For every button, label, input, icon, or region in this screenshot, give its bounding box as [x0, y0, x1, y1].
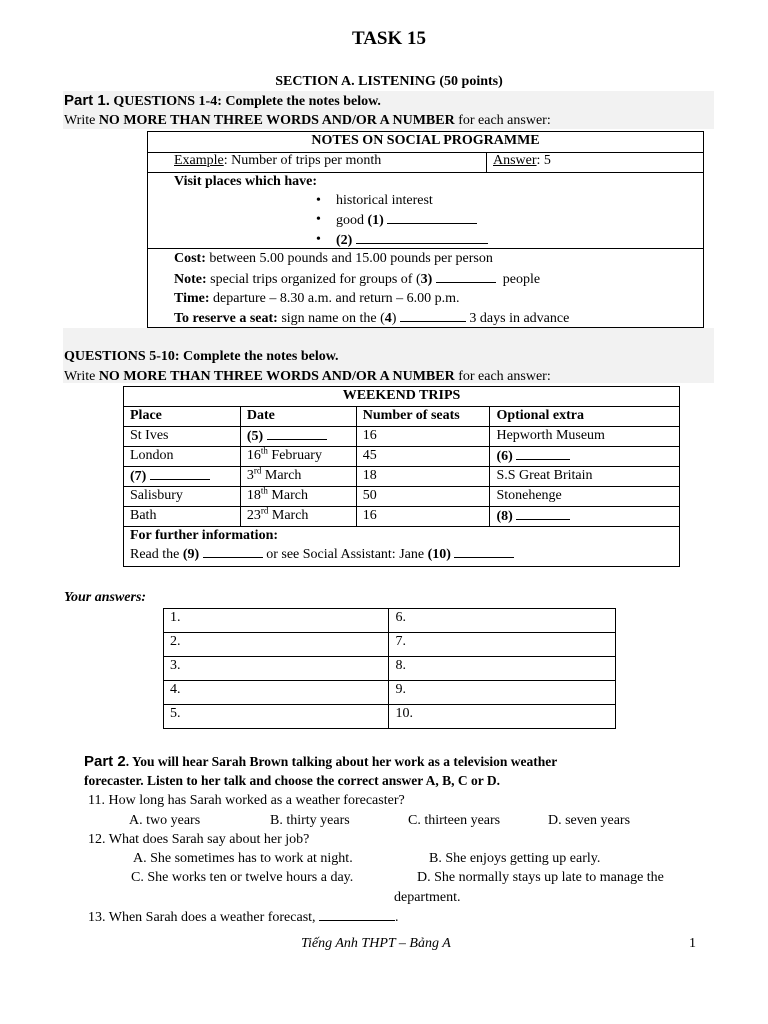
question-12: 12. What does Sarah say about her job? [88, 832, 310, 847]
answer-label: Answer [493, 153, 537, 168]
cell-seats: 50 [356, 487, 490, 507]
q1-4-instruction: QUESTIONS 1-4: Complete the notes below. [113, 94, 381, 109]
answer-cell[interactable]: 4. [164, 681, 389, 705]
part2-intro-line2: forecaster. Listen to her talk and choose the correct answer A, B, C or D. [84, 773, 500, 788]
notes-heading: NOTES ON SOCIAL PROGRAMME [148, 132, 703, 153]
part2-intro-text: . You will hear Sarah Brown talking about her work as a television weather [125, 754, 558, 769]
answer-cell[interactable]: 2. [164, 633, 389, 657]
bullet-dot: • [316, 212, 321, 227]
answer-cell[interactable]: 8. [389, 657, 616, 681]
answer-cell[interactable]: 9. [389, 681, 616, 705]
cell-date [240, 487, 356, 507]
write-instruction-1 [64, 112, 551, 130]
cost-label: Cost: [174, 251, 206, 266]
bullet-2-text [336, 211, 477, 230]
option-12d[interactable]: D. She normally stays up late to manage the [417, 870, 664, 885]
header-seats: Number of seats [356, 407, 490, 427]
answer-blank-10[interactable] [454, 545, 514, 558]
option-11b[interactable]: B. thirty years [270, 813, 350, 828]
note-label: Note: [174, 272, 207, 287]
reserve-end: 3 days in advance [469, 311, 570, 326]
question-number: (10) [427, 546, 451, 562]
further-label: For further information: [130, 528, 279, 543]
table-row [124, 467, 680, 487]
cell-extra: Stonehenge [490, 487, 680, 507]
answer-cell[interactable]: 6. [389, 609, 616, 633]
visit-label: Visit places which have: [174, 174, 317, 189]
cell-place: London [124, 447, 241, 467]
header-place: Place [124, 407, 241, 427]
question-number: (6) [496, 449, 513, 464]
cell-date [240, 427, 356, 447]
table-row [124, 427, 680, 447]
write-instruction-2 [64, 368, 551, 386]
date-month: March [271, 508, 309, 523]
table-row [124, 387, 680, 407]
answer-cell[interactable]: 1. [164, 609, 389, 633]
table-header-row [124, 407, 680, 427]
answer-cell[interactable]: 3. [164, 657, 389, 681]
table-row [164, 633, 616, 657]
bullet-2-word: good [336, 213, 364, 228]
bullet-1-text: historical interest [336, 193, 433, 208]
date-day: 18 [246, 488, 261, 503]
question-number: (9) [182, 546, 200, 562]
table-row [124, 507, 680, 527]
option-11c[interactable]: C. thirteen years [408, 813, 501, 828]
date-suffix: th [260, 485, 268, 496]
write-prefix: Write [64, 113, 96, 128]
answer-blank-7[interactable] [150, 467, 210, 480]
further-prefix: Read the [130, 546, 180, 562]
answer-text: : 5 [536, 153, 551, 168]
cell-place: St Ives [124, 427, 241, 447]
write-prefix: Write [64, 369, 96, 384]
weekend-heading: WEEKEND TRIPS [124, 387, 680, 407]
example-cell [174, 152, 381, 170]
bullet-3-number: (2) [336, 233, 353, 248]
cell-date [240, 447, 356, 467]
date-month: February [271, 448, 322, 463]
table-row [164, 657, 616, 681]
reserve-close: ) [391, 311, 397, 326]
time-label: Time: [174, 291, 210, 306]
write-bold: NO MORE THAN THREE WORDS AND/OR A NUMBER [98, 113, 455, 128]
write-suffix: for each answer: [458, 369, 551, 384]
question-13 [88, 908, 399, 927]
question-number: (5) [246, 429, 264, 444]
cell-date [240, 507, 356, 527]
answer-cell[interactable]: 10. [389, 705, 616, 729]
answers-label: Your answers: [64, 590, 147, 605]
question-13-end: . [395, 910, 399, 925]
section-heading: SECTION A. LISTENING (50 points) [275, 74, 503, 89]
example-row [148, 152, 703, 173]
cell-extra: Hepworth Museum [490, 427, 680, 447]
answer-blank-8[interactable] [516, 507, 570, 520]
header-extra: Optional extra [490, 407, 680, 427]
header-date: Date [240, 407, 356, 427]
option-12b[interactable]: B. She enjoys getting up early. [429, 851, 601, 866]
answer-blank-13[interactable] [319, 908, 395, 921]
note-text: special trips organized for groups of ( [210, 272, 421, 287]
answer-blank-9[interactable] [203, 545, 263, 558]
question-number: (8) [496, 509, 513, 524]
part1-label: Part 1. [64, 92, 110, 109]
note-line [174, 270, 540, 289]
cell-extra [490, 507, 680, 527]
option-12a[interactable]: A. She sometimes has to work at night. [133, 851, 353, 866]
reserve-label: To reserve a seat: [174, 311, 278, 326]
example-text: : Number of trips per month [223, 153, 382, 168]
answer-blank-6[interactable] [516, 447, 570, 460]
date-day: 16 [246, 448, 261, 463]
answer-cell [493, 152, 551, 170]
cell-extra [490, 447, 680, 467]
q5-10-instruction: QUESTIONS 5-10: Complete the notes below. [64, 349, 339, 364]
answers-table [163, 608, 616, 729]
reserve-text: sign name on the ( [281, 311, 385, 326]
cell-place: Salisbury [124, 487, 241, 507]
question-number: (7) [130, 469, 147, 484]
table-row [124, 527, 680, 567]
note-end: people [502, 272, 541, 287]
date-day: 23 [246, 508, 261, 523]
note-number: 3 [420, 272, 428, 287]
part2-label: Part 2 [84, 753, 126, 770]
time-text: departure – 8.30 a.m. and return – 6.00 p.m. [213, 291, 460, 306]
cost-line [174, 250, 493, 268]
bullet-dot: • [316, 193, 321, 208]
page-title: TASK 15 [351, 28, 427, 49]
example-divider [486, 152, 487, 172]
option-12d-cont: department. [394, 890, 461, 905]
cell-seats: 45 [356, 447, 490, 467]
answer-cell[interactable]: 7. [389, 633, 616, 657]
table-row [124, 447, 680, 467]
reserve-number: 4 [384, 311, 392, 326]
cell-place [124, 467, 241, 487]
example-label: Example [174, 153, 224, 168]
reserve-line [174, 309, 569, 328]
table-row [164, 681, 616, 705]
answer-blank-5[interactable] [267, 427, 327, 440]
part1-heading [64, 92, 381, 111]
date-suffix: th [260, 445, 268, 456]
question-13-text: 13. When Sarah does a weather forecast, [88, 910, 316, 925]
answer-cell[interactable]: 5. [164, 705, 389, 729]
table-row [164, 609, 616, 633]
cell-seats: 18 [356, 467, 490, 487]
write-suffix: for each answer: [458, 113, 551, 128]
notes-table [147, 131, 704, 328]
cost-text: between 5.00 pounds and 15.00 pounds per person [209, 251, 493, 266]
table-row [124, 487, 680, 507]
part2-intro-line1 [84, 753, 557, 772]
answer-blank-2[interactable] [356, 231, 488, 244]
answer-blank-4[interactable] [400, 309, 466, 322]
option-12c[interactable]: C. She works ten or twelve hours a day. [131, 870, 354, 885]
bullet-dot: • [316, 232, 321, 247]
answer-blank-3[interactable] [436, 270, 496, 283]
date-month: March [264, 468, 302, 483]
footer-text: Tiếng Anh THPT – Bảng A [301, 936, 451, 951]
bullet-2-number: (1) [367, 213, 384, 228]
table-row [164, 705, 616, 729]
question-11: 11. How long has Sarah worked as a weather forecaster? [88, 793, 405, 808]
option-11a[interactable]: A. two years [129, 813, 201, 828]
cell-date [240, 467, 356, 487]
further-line [130, 545, 673, 564]
page-number: 1 [689, 936, 696, 951]
further-info-cell [124, 527, 680, 567]
cell-seats: 16 [356, 507, 490, 527]
further-mid: or see Social Assistant: Jane [266, 546, 425, 562]
answer-blank-1[interactable] [387, 211, 477, 224]
cell-extra: S.S Great Britain [490, 467, 680, 487]
date-month: March [271, 488, 308, 503]
cell-seats: 16 [356, 427, 490, 447]
note-close: ) [427, 272, 433, 287]
date-day: 3 [246, 468, 254, 483]
cell-place: Bath [124, 507, 241, 527]
time-line [174, 290, 460, 308]
option-11d[interactable]: D. seven years [548, 813, 631, 828]
bullet-3-text [336, 231, 488, 250]
date-suffix: rd [260, 505, 269, 516]
weekend-trips-table [123, 386, 680, 567]
write-bold: NO MORE THAN THREE WORDS AND/OR A NUMBER [98, 369, 455, 384]
date-suffix: rd [253, 465, 262, 476]
